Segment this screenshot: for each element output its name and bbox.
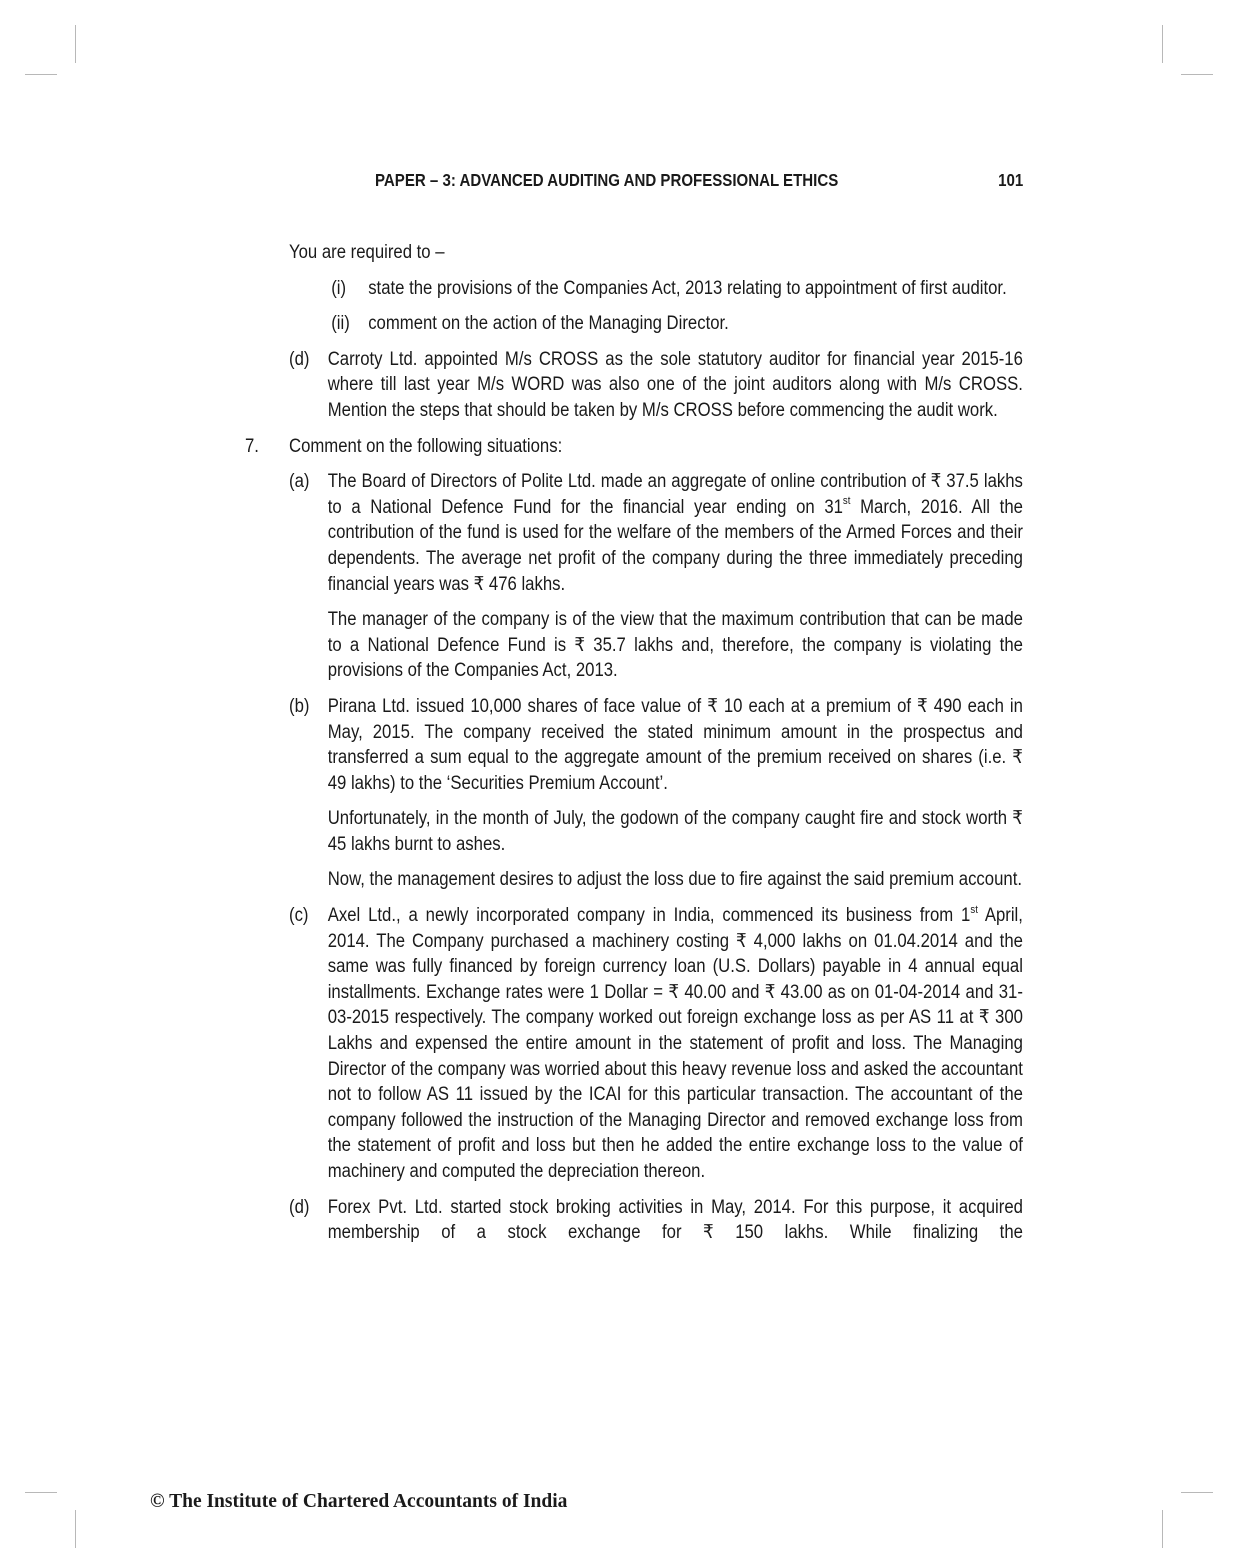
crop-mark: [1162, 25, 1163, 63]
part-label: (d): [289, 1196, 310, 1218]
question-part-b: [289, 694, 1023, 893]
part-label: (c): [289, 905, 309, 927]
question-part-c: [289, 903, 1023, 1185]
part-paragraph: The manager of the company is of the view that the maximum contribution that can be made to a National Defence Fund is ₹ 35.7 lakhs and, therefore, the company is violating the provisions of the Companies Act, 2013.: [327, 609, 1023, 682]
question-number: 7.: [245, 435, 259, 457]
text-run: Axel Ltd., a newly incorporated company in India, commenced its business from 1: [327, 905, 971, 927]
part-paragraph: Forex Pvt. Ltd. started stock broking activities in May, 2014. For this purpose, it acquired membership of a stock exchange for ₹ 150 lakhs. While finalizing the: [327, 1196, 1023, 1244]
question-part-d: [289, 347, 1023, 424]
crop-mark: [1181, 1492, 1213, 1493]
part-label: (d): [289, 348, 310, 370]
question-part-a: [289, 469, 1023, 684]
part-paragraph: Unfortunately, in the month of July, the godown of the company caught fire and stock worth ₹ 45 lakhs burnt to ashes.: [327, 808, 1023, 855]
item-text: comment on the action of the Managing Director.: [368, 313, 729, 335]
text-run: The Board of Directors of Polite Ltd. made an aggregate of online contribution of ₹ 37.5 lakhs to a National Defence Fund for the financial year ending on 31: [327, 471, 1023, 518]
text-run: April, 2014. The Company purchased a machinery costing ₹ 4,000 lakhs on 01.04.2014 and the same was fully financed by foreign currency loan (U.S. Dollars) payable in 4 annual equal installments. Exchange rates were 1 Dollar = ₹ 40.00 and ₹ 43.00 as on 01-04-2014 and 31-03-2015 respectively. The company worked out foreign exchange loss as per AS 11 at ₹ 300 Lakhs and expensed the entire amount in the statement of profit and loss. The Managing Director of the company was worried about this heavy revenue loss and asked the accountant not to follow AS 11 issued by the ICAI for this particular transaction. The accountant of the company followed the instruction of the Managing Director and removed exchange loss from the statement of profit and loss but then he added the entire exchange loss to the value of machinery and computed the depreciation thereon.: [327, 905, 1023, 1182]
question-title: Comment on the following situations:: [289, 435, 563, 457]
crop-mark: [75, 25, 76, 63]
item-label: (i): [331, 277, 347, 299]
item-text: state the provisions of the Companies Act, 2013 relating to appointment of first auditor.: [368, 277, 1007, 299]
question-part-d: [289, 1195, 1023, 1246]
crop-mark: [75, 1510, 76, 1548]
ordinal-suffix: st: [842, 495, 851, 508]
part-paragraph: [328, 469, 1023, 597]
part-label: (b): [289, 695, 310, 717]
part-paragraph: [328, 903, 1023, 1185]
part-text: Carroty Ltd. appointed M/s CROSS as the sole statutory auditor for financial year 2015-16 where till last year M/s WORD was also one of the joint auditors along with M/s CROSS. Mention the steps that should be taken by M/s CROSS before commencing the audit work.: [327, 348, 1023, 421]
item-label: (ii): [331, 313, 350, 335]
page-number: 101: [997, 170, 1023, 190]
part-label: (a): [289, 471, 310, 493]
crop-mark: [25, 74, 57, 75]
list-item: [331, 276, 1023, 302]
running-header: [375, 170, 1023, 191]
crop-mark: [1181, 74, 1213, 75]
copyright-footer: © The Institute of Chartered Accountants of India: [150, 1491, 568, 1512]
part-paragraph: Pirana Ltd. issued 10,000 shares of face value of ₹ 10 each at a premium of ₹ 490 each in May, 2015. The company received the stated minimum amount in the prospectus and transferred a sum equal to the aggregate amount of the premium received on shares (i.e. ₹ 49 lakhs) to the ‘Securities Premium Account’.: [327, 695, 1023, 794]
list-item: [331, 311, 1023, 337]
required-intro: You are required to –: [289, 242, 445, 263]
ordinal-suffix: st: [970, 903, 978, 916]
paper-title: PAPER – 3: ADVANCED AUDITING AND PROFESSIONAL ETHICS: [375, 170, 839, 190]
crop-mark: [25, 1492, 57, 1493]
crop-mark: [1162, 1510, 1163, 1548]
part-paragraph: Now, the management desires to adjust the loss due to fire against the said premium account.: [327, 869, 1022, 891]
text-run: March, 2016. All the contribution of the fund is used for the welfare of the members of the Armed Forces and their dependents. The average net profit of the company during the three immediately preceding financial years was ₹ 476 lakhs.: [327, 496, 1023, 595]
page-content: [245, 240, 1023, 1246]
question-7: [245, 434, 1023, 460]
